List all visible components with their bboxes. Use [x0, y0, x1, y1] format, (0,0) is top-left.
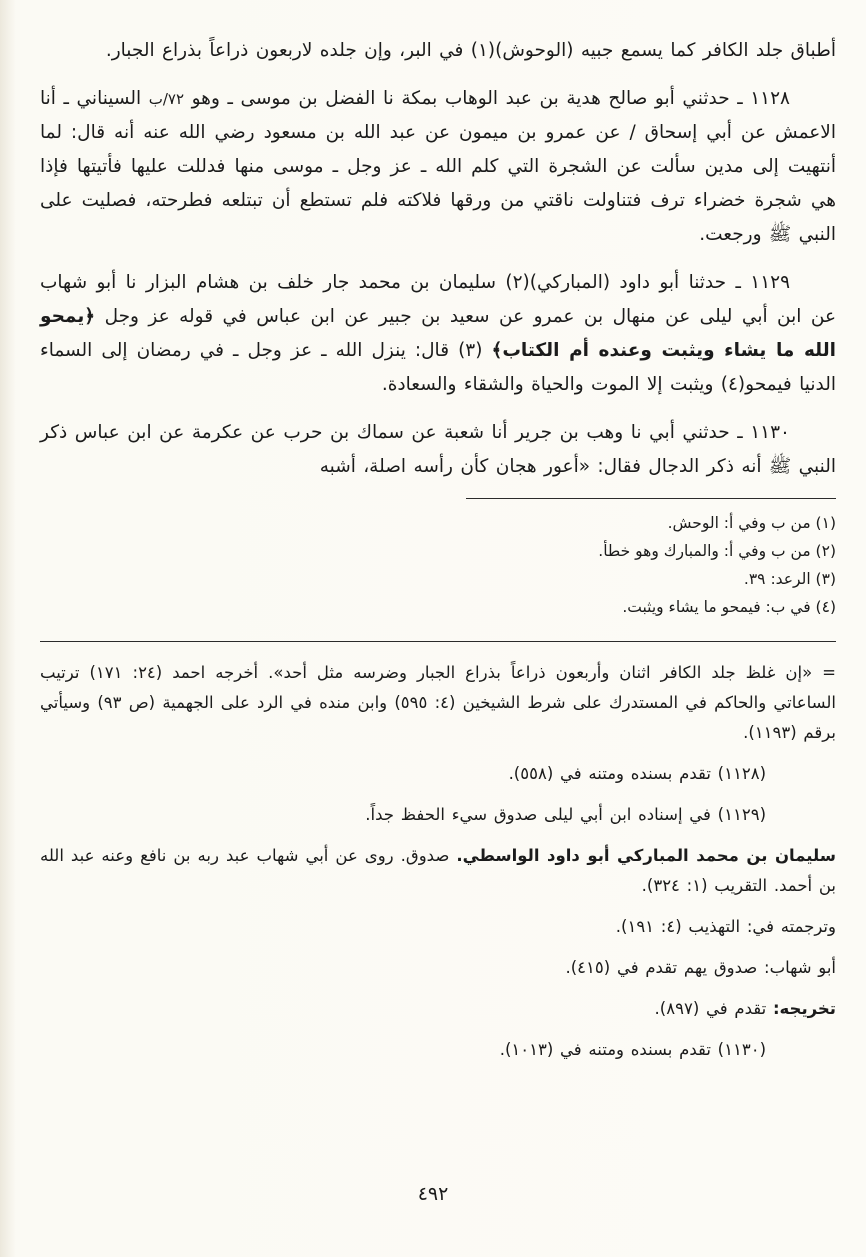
hadith-1128 — [40, 82, 836, 252]
commentary-section — [40, 658, 836, 1065]
footnote-3: (٣) الرعد: ٣٩. — [743, 570, 836, 588]
page-number: ٤٩٢ — [417, 1183, 449, 1205]
footnotes-section — [466, 498, 836, 621]
hadith-1129 — [40, 266, 836, 402]
biography-rest: صدوق. روى عن أبي شهاب عبد ربه بن نافع وعنه عبد الله بن أحمد. التقريب (١: ٣٢٤). — [40, 846, 836, 895]
hadith-1129-pre: ١١٢٩ ـ حدثنا أبو داود (المباركي)(٢) سليمان بن محمد جار خلف بن هشام البزار نا أبو شهاب عن ابن أبي ليلى عن منهال بن عمرو عن سعيد بن جبير عن ابن عباس في قوله عز وجل — [40, 272, 836, 327]
hadith-1128-pre: ١١٢٨ ـ حدثني أبو صالح هدية بن عبد الوهاب بمكة نا الفضل بن موسى ـ وهو — [191, 88, 790, 109]
section-separator — [40, 641, 836, 642]
abu-shihab-note: أبو شهاب: صدوق يهم تقدم في (٤١٥). — [565, 958, 836, 977]
hadith-1128-post: السيناني ـ أنا الاعمش عن أبي إسحاق / عن عمرو بن ميمون عن عبد الله بن مسعود رضي الله عنه أنه قال: لما أنتهيت إلى مدين سألت عن الشجرة التي كلم الله ـ عز وجل ـ موسى منها فدللت عليها فأتيتها فإذا هي شجرة خضراء ترف فتناولت ناقتي من ورقها فلاكته فلم تستطع أن تبتلعه فطرحته، فصليت على النبي ﷺ ورجعت. — [40, 88, 836, 245]
biography-name: سليمان بن محمد المباركي أبو داود الواسطي. — [456, 846, 836, 865]
paragraph-continuation: أطباق جلد الكافر كما يسمع جبيه (الوحوش)(١) في البر، وإن جلده لاربعون ذراعاً بذراع الجبار. — [105, 40, 836, 61]
note-1129: (١١٢٩) في إسناده ابن أبي ليلى صدوق سيء الحفظ جداً. — [365, 805, 766, 824]
note-1128: (١١٢٨) تقدم بسنده ومتنه في (٥٥٨). — [508, 764, 766, 783]
main-text — [40, 34, 836, 484]
folio-marker: ٧٢/ب — [148, 90, 185, 108]
tarjama-note: وترجمته في: التهذيب (٤: ١٩١). — [615, 917, 836, 936]
footnote-2: (٢) من ب وفي أ: والمبارك وهو خطأ. — [598, 542, 836, 560]
takhrij-rest: تقدم في (٨٩٧). — [654, 999, 767, 1018]
takhrij-note: = «إن غلظ جلد الكافر اثنان وأربعون ذراعاً بذراع الجبار وضرسه مثل أحد». أخرجه احمد (٢٤: ١٧١) ترتيب الساعاتي والحاكم في المستدرك على شرط الشيخين (٤: ٥٩٥) وابن منده في الرد على الجهمية (ص ٩٣) وسيأتي برقم (١١٩٣). — [40, 663, 837, 742]
footnote-1: (١) من ب وفي أ: الوحش. — [667, 514, 836, 532]
takhrij-entry — [40, 994, 836, 1024]
quran-quote: ﴿يمحو الله ما يشاء ويثبت وعنده أم الكتاب﴾ — [40, 306, 837, 361]
note-1130: (١١٣٠) تقدم بسنده ومتنه في (١٠١٣). — [499, 1040, 766, 1059]
hadith-1129-post: (٣) قال: ينزل الله ـ عز وجل ـ في رمضان إلى السماء الدنيا فيمحو(٤) ويثبت إلا الموت والحياة والشقاء والسعادة. — [40, 340, 836, 395]
takhrij-label: تخريجه: — [772, 999, 836, 1018]
hadith-1130: ١١٣٠ ـ حدثني أبي نا وهب بن جرير أنا شعبة عن سماك بن حرب عن عكرمة عن ابن عباس ذكر النبي ﷺ أنه ذكر الدجال فقال: «أعور هجان كأن رأسه اصلة، أشبه — [40, 422, 836, 477]
biography-note — [40, 841, 836, 901]
footnote-4: (٤) في ب: فيمحو ما يشاء ويثبت. — [622, 598, 836, 616]
